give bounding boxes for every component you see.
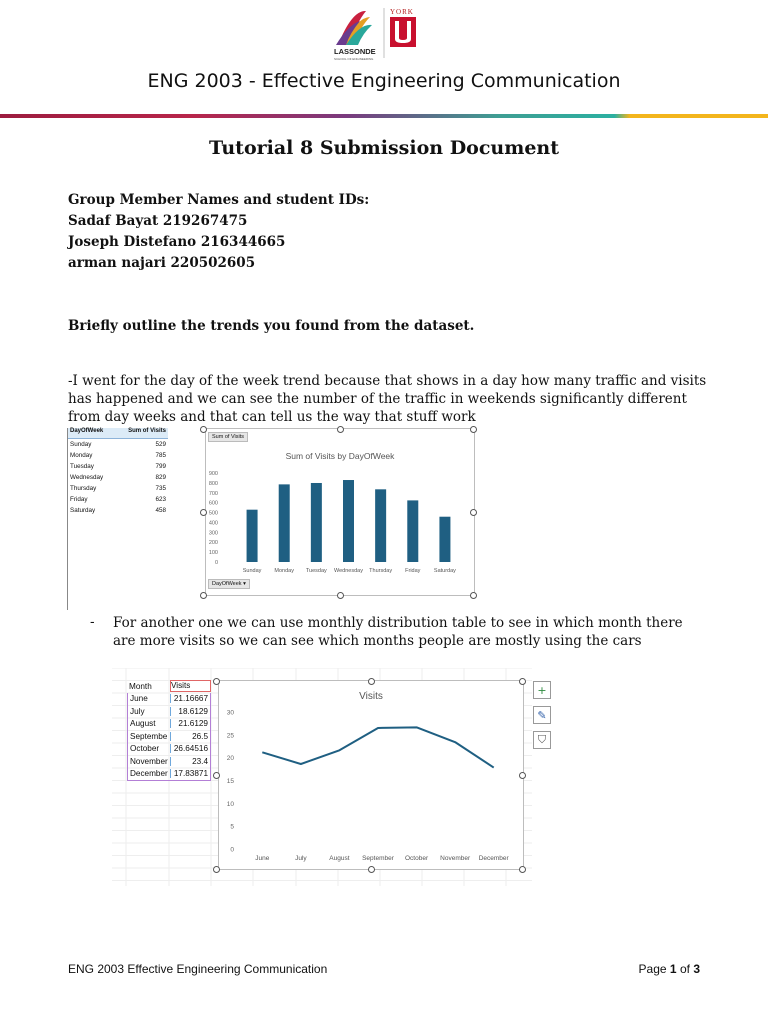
plus-icon: +	[537, 683, 547, 697]
bullet-marker: -	[90, 614, 95, 630]
cell-day: Sunday	[70, 441, 92, 448]
y-tick-label: 100	[208, 550, 218, 557]
x-tick-label: Sunday	[242, 568, 262, 574]
cell-visits: 18.6129	[170, 707, 210, 716]
x-tick-label: June	[255, 855, 270, 862]
table-row	[68, 461, 168, 472]
chart-style-button[interactable]	[533, 706, 551, 724]
x-tick-label: Thursday	[369, 568, 393, 574]
axis-field-button[interactable]	[208, 579, 250, 589]
cell-visits: 799	[155, 463, 166, 470]
cell-visits: 17.83871	[170, 769, 210, 778]
y-tick-label: 900	[208, 471, 218, 477]
line-chart	[219, 681, 523, 869]
bar-chart-frame[interactable]	[205, 428, 475, 596]
table-row	[128, 693, 210, 706]
bar	[439, 517, 450, 562]
y-tick-label: 800	[208, 480, 218, 487]
table-row	[68, 472, 168, 483]
cell-month: Septembe	[130, 731, 168, 741]
y-tick-label: 400	[208, 520, 218, 527]
cell-visits: 23.4	[170, 757, 210, 766]
pivot-header-dayofweek: DayOfWeek	[70, 428, 104, 434]
header-month: Month	[129, 681, 152, 691]
resize-handle[interactable]	[368, 678, 375, 685]
footer-course: ENG 2003 Effective Engineering Communication	[68, 962, 328, 976]
x-tick-label: November	[440, 855, 471, 862]
dropdown-arrow-icon: ▾	[243, 581, 246, 587]
table-row	[68, 450, 168, 461]
y-tick-label: 10	[226, 800, 234, 808]
y-tick-label: 300	[208, 530, 218, 537]
cell-visits: 785	[155, 452, 166, 459]
resize-handle[interactable]	[337, 426, 344, 433]
resize-handle[interactable]	[519, 866, 526, 873]
month-rows	[127, 693, 211, 782]
brush-icon: ✎	[537, 708, 547, 722]
y-tick-label: 0	[214, 560, 218, 566]
page-current: 1	[669, 962, 677, 976]
footer-page-number	[620, 962, 700, 976]
pivot-table	[67, 428, 168, 610]
cell-day: Saturday	[70, 507, 96, 514]
document-title: Tutorial 8 Submission Document	[208, 137, 560, 159]
bar	[247, 510, 258, 562]
y-tick-label: 200	[208, 540, 218, 547]
resize-handle[interactable]	[200, 509, 207, 516]
cell-visits: 623	[155, 496, 166, 503]
member-3: arman najari 220502605	[68, 255, 256, 271]
series-line	[262, 727, 493, 767]
table-row	[128, 730, 210, 743]
cell-visits: 829	[155, 474, 166, 481]
member-2: Joseph Distefano 216344665	[68, 234, 286, 250]
bar	[375, 489, 386, 562]
resize-handle[interactable]	[368, 866, 375, 873]
filter-icon: ⛉	[537, 733, 547, 746]
y-tick-label: 5	[230, 823, 234, 831]
page-of: of	[679, 962, 690, 976]
lassonde-york-logo	[330, 5, 422, 61]
table-row	[128, 705, 210, 718]
course-title: ENG 2003 - Effective Engineering Communication	[147, 70, 621, 92]
cell-day: Thursday	[70, 485, 97, 492]
cell-visits: 21.16667	[170, 694, 210, 703]
y-tick-label: 20	[226, 755, 234, 763]
resize-handle[interactable]	[337, 592, 344, 599]
resize-handle[interactable]	[200, 592, 207, 599]
table-row	[128, 718, 210, 731]
x-tick-label: Saturday	[433, 568, 456, 574]
cell-visits: 458	[155, 507, 166, 514]
chart-title: Visits	[359, 691, 383, 702]
members-heading: Group Member Names and student IDs:	[68, 192, 370, 208]
pivot-header-sum: Sum of Visits	[128, 428, 166, 434]
paragraph-day-of-week: -I went for the day of the week trend because that shows in a day how many traffic and visits has happened and we can see the number of the traffic in weekends significantly different from day weeks and that can tell us the way that stuff work	[68, 373, 707, 425]
resize-handle[interactable]	[519, 772, 526, 779]
bar	[311, 483, 322, 562]
resize-handle[interactable]	[470, 426, 477, 433]
cell-month: December	[130, 769, 168, 779]
cell-day: Monday	[70, 452, 93, 459]
y-tick-label: 25	[226, 732, 234, 740]
bar-chart	[206, 429, 474, 595]
table-header-row	[127, 680, 211, 693]
y-tick-label: 15	[226, 778, 234, 785]
axis-field-label: DayOfWeek	[212, 581, 242, 587]
cell-month: June	[130, 694, 148, 704]
paragraph-monthly: For another one we can use monthly distribution table to see in which month there are more visits so we can see which months people are mostly using the cars	[113, 615, 683, 649]
table-row	[128, 768, 210, 781]
x-tick-label: December	[478, 855, 509, 862]
bar	[279, 484, 290, 562]
resize-handle[interactable]	[519, 678, 526, 685]
chart-title: Sum of Visits by DayOfWeek	[285, 451, 395, 461]
header-divider	[0, 114, 768, 118]
resize-handle[interactable]	[213, 678, 220, 685]
cell-visits: 21.6129	[170, 719, 210, 728]
table-row	[128, 755, 210, 768]
table-row	[68, 483, 168, 494]
cell-visits: 529	[155, 441, 166, 448]
logo-york-text: YORK	[390, 8, 414, 16]
table-row	[68, 439, 168, 450]
cell-visits: 26.64516	[170, 744, 210, 753]
cell-month: July	[130, 706, 145, 716]
x-tick-label: Monday	[274, 568, 295, 574]
cell-day: Wednesday	[70, 474, 104, 481]
add-chart-element-button[interactable]	[533, 681, 551, 699]
resize-handle[interactable]	[470, 509, 477, 516]
page-total: 3	[693, 962, 700, 976]
cell-visits: 735	[155, 485, 166, 492]
logo-lassonde-text: LASSONDE	[334, 47, 376, 56]
cell-visits: 26.5	[170, 732, 210, 741]
y-tick-label: 500	[208, 510, 218, 517]
table-row	[68, 505, 168, 516]
pivot-field-button[interactable]: Sum of Visits	[208, 432, 248, 442]
member-1: Sadaf Bayat 219267475	[68, 213, 248, 229]
resize-handle[interactable]	[213, 866, 220, 873]
pivot-header-row	[68, 428, 168, 439]
cell-day: Friday	[70, 496, 88, 503]
y-tick-label: 0	[230, 846, 234, 854]
x-tick-label: Tuesday	[305, 568, 327, 574]
lassonde-swirl-icon	[336, 11, 372, 45]
cell-month: November	[130, 756, 168, 766]
chart-filter-button[interactable]	[533, 731, 551, 749]
resize-handle[interactable]	[470, 592, 477, 599]
line-chart-frame[interactable]	[218, 680, 524, 870]
cell-day: Tuesday	[70, 463, 94, 470]
y-tick-label: 700	[208, 490, 218, 497]
bar	[407, 500, 418, 562]
table-row	[128, 743, 210, 756]
y-tick-label: 600	[208, 500, 218, 507]
resize-handle[interactable]	[213, 772, 220, 779]
table-row	[68, 494, 168, 505]
header-visits: Visits	[170, 680, 211, 692]
y-tick-label: 30	[226, 709, 234, 717]
x-tick-label: Wednesday	[334, 568, 363, 574]
page-label: Page	[638, 962, 667, 976]
bar	[343, 480, 354, 562]
x-tick-label: October	[405, 855, 429, 862]
resize-handle[interactable]	[200, 426, 207, 433]
x-tick-label: September	[362, 855, 394, 862]
x-tick-label: Friday	[405, 568, 421, 574]
question-heading: Briefly outline the trends you found from the dataset.	[68, 318, 475, 334]
x-tick-label: August	[329, 855, 350, 862]
x-tick-label: July	[295, 855, 307, 862]
cell-month: October	[130, 744, 160, 754]
cell-month: August	[130, 719, 156, 729]
month-table	[127, 680, 211, 781]
logo-sub-text: SCHOOL OF ENGINEERING	[334, 57, 374, 61]
